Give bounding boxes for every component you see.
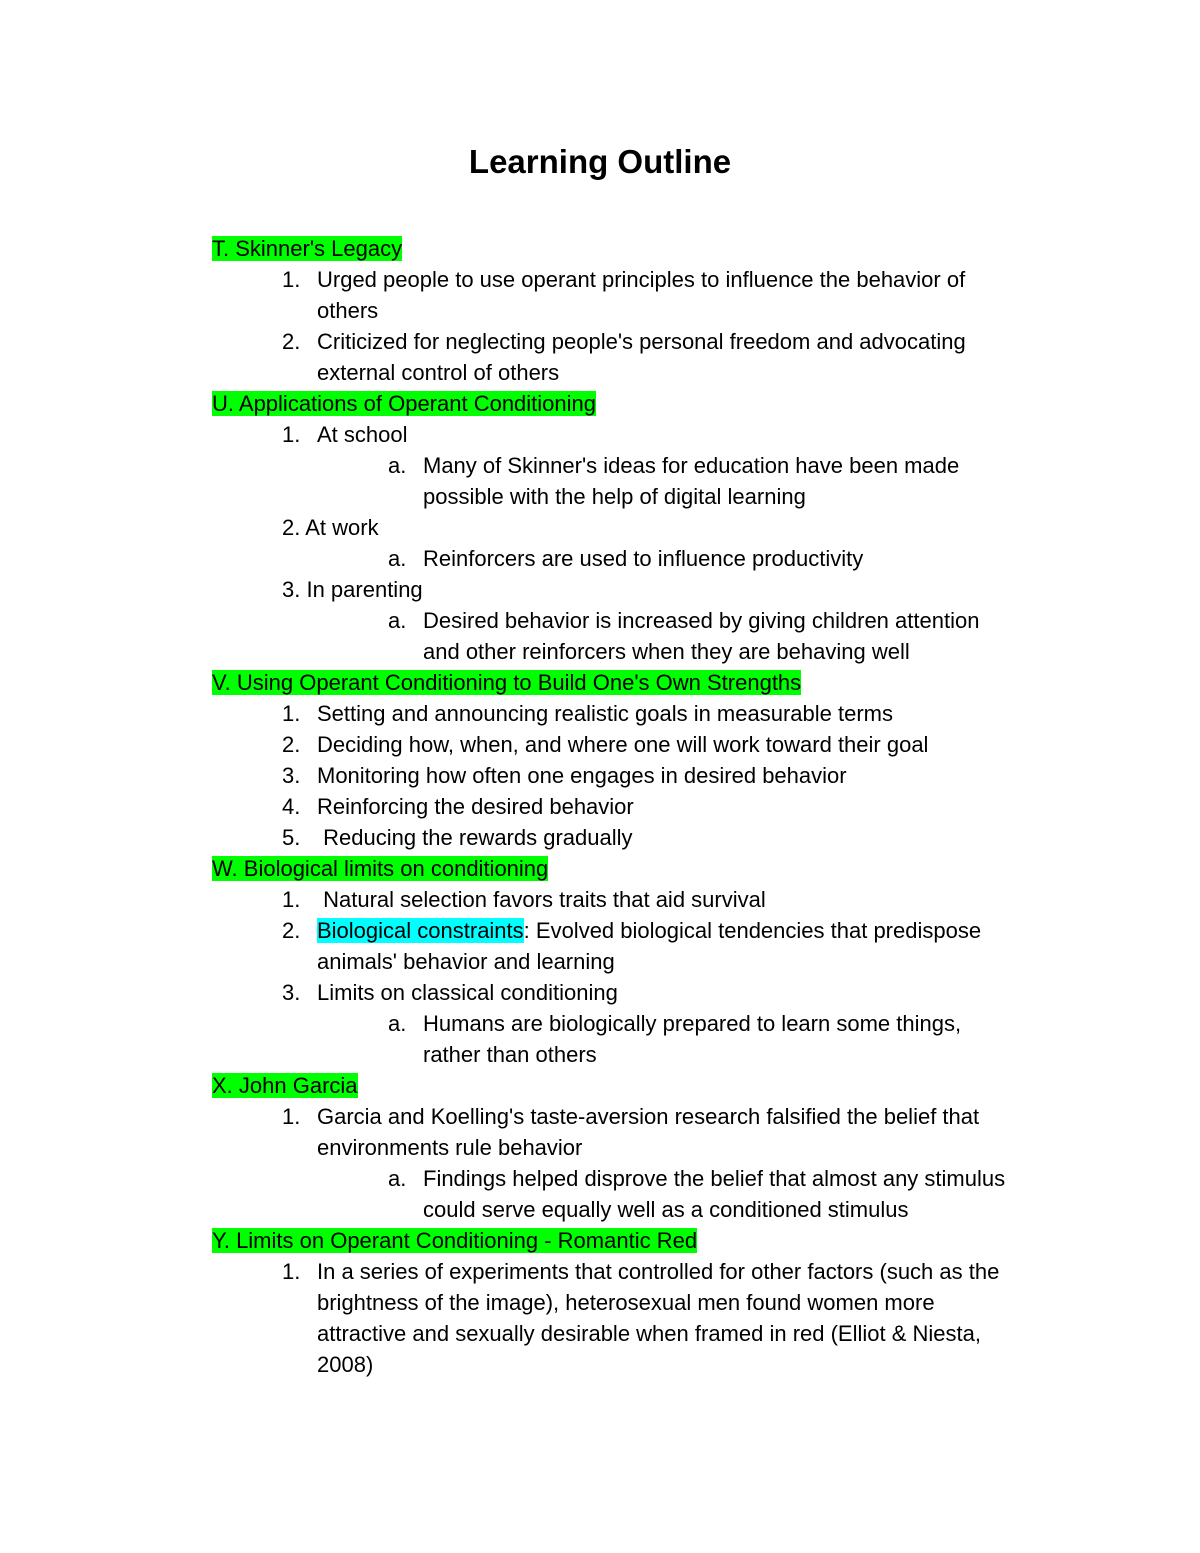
document-title: Learning Outline — [468, 143, 732, 180]
section-heading-w: W. Biological limits on conditioning — [212, 856, 549, 881]
sub-list-item: a. Desired behavior is increased by giving children attention — [388, 608, 980, 633]
term-highlight: Biological constraints — [317, 918, 524, 943]
section-heading-y: Y. Limits on Operant Conditioning - Romantic Red — [212, 1228, 698, 1253]
list-item: 1. Urged people to use operant principles to influence the behavior of — [282, 267, 966, 292]
sub-list-item: a. Reinforcers are used to influence productivity — [388, 546, 864, 571]
section-heading-t: T. Skinner's Legacy — [212, 236, 403, 261]
sub-list-item: a. Findings helped disprove the belief that almost any stimulus — [388, 1166, 1006, 1191]
list-item: 5. Reducing the rewards gradually — [282, 825, 633, 850]
section-heading-v: V. Using Operant Conditioning to Build One's Own Strengths — [212, 670, 802, 695]
list-item: 2. Criticized for neglecting people's personal freedom and advocating — [282, 329, 966, 354]
list-item: 3. In parenting — [282, 577, 423, 602]
list-item: 1. Garcia and Koelling's taste-aversion research falsified the belief that — [282, 1104, 980, 1129]
list-item: 1. In a series of experiments that controlled for other factors (such as the — [282, 1259, 1000, 1284]
section-heading-u: U. Applications of Operant Conditioning — [212, 391, 597, 416]
outline: T. Skinner's Legacy 1. Urged people to use operant principles to influence the behavior of others 2. Criticized for neglecting people's personal freedom and advocating external control of others U. Applications of Operant Conditioning 1. At school a. Many of Skinner's ideas for education have been made possible with the help of digital learning 2. At work a. Reinforcers are used to influence productivity 3. In parenting a. Desired behavior is increased by giving children attention and other reinforcers when they are behaving well V. Using Operant Conditioning to Build One's Own Strengths 1. Setting and announcing realistic goals in measurable terms 2. Deciding how, when, and where one will work toward their goal 3. Monitoring how often one engages in desired behavior 4. Reinforcing the desired behavior 5. Reducing the rewards gradually W. Biological limits on conditioning 1. Natural selection favors traits that aid survival 2. Biological constraints: Evolved biological tendencies that predispose animals' behavior and learning 3. Limits on classical conditioning a. Humans are biologically prepared to learn some things, rather than others X. John Garcia 1. Garcia and Koelling's taste-aversion research falsified the belief that environments rule behavior a. Findings helped disprove the belief that almost any stimulus could serve equally well as a conditioned stimulus Y. Limits on Operant Conditioning - Romantic Red 1. In a series of experiments that controlled for other factors (such as the brightness of the image), heterosexual men found women more attractive and sexually desirable when framed in red (Elliot & Niesta, 2008) — [212, 233, 1072, 1380]
list-item: 1. Setting and announcing realistic goals in measurable terms — [282, 701, 893, 726]
list-item: 3. Monitoring how often one engages in desired behavior — [282, 763, 847, 788]
list-item: 3. Limits on classical conditioning — [282, 980, 618, 1005]
list-item: 1. Natural selection favors traits that aid survival — [282, 887, 766, 912]
list-item: 2. Biological constraints: Evolved biological tendencies that predispose — [282, 918, 982, 943]
sub-list-item: a. Many of Skinner's ideas for education have been made — [388, 453, 960, 478]
list-item: 2. At work — [282, 515, 379, 540]
list-item: 2. Deciding how, when, and where one will work toward their goal — [282, 732, 929, 757]
sub-list-item: a. Humans are biologically prepared to learn some things, — [388, 1011, 962, 1036]
section-heading-x: X. John Garcia — [212, 1073, 358, 1098]
list-item: 4. Reinforcing the desired behavior — [282, 794, 634, 819]
list-item: 1. At school — [282, 422, 408, 447]
